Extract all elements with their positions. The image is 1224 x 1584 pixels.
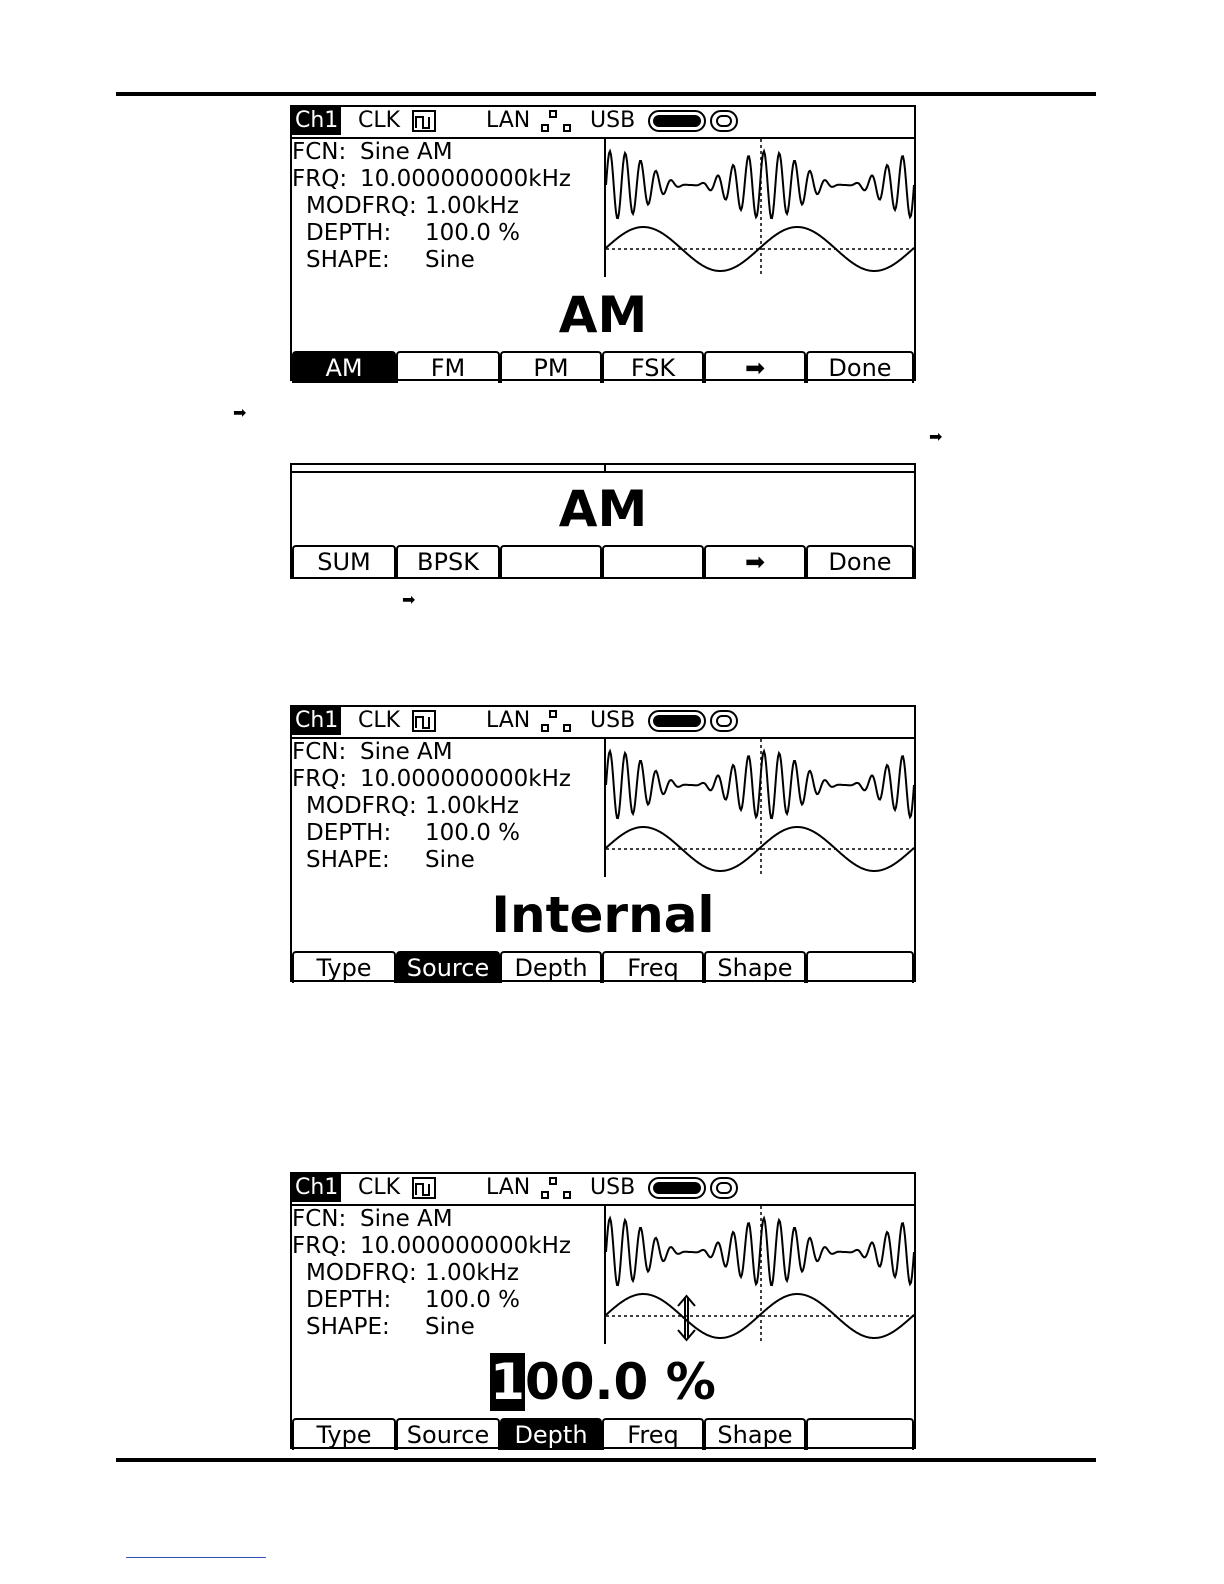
network-icon <box>540 709 576 735</box>
softkey-next-arrow[interactable]: ➡ <box>704 351 806 383</box>
frq-label: FRQ: <box>292 1233 348 1259</box>
shape-value: Sine <box>425 247 475 273</box>
softkey-depth[interactable]: Depth <box>500 1418 602 1450</box>
status-bar <box>292 707 914 739</box>
parameter-panel <box>292 739 606 877</box>
usb-drive-icon <box>648 710 706 732</box>
fcn-label: FCN: <box>292 739 347 765</box>
lan-label: LAN <box>486 708 531 733</box>
lcd-screen-more-types <box>290 463 916 579</box>
softkey-source[interactable]: Source <box>396 1418 500 1450</box>
footer-link-underline[interactable] <box>126 1557 266 1558</box>
modfrq-value: 1.00kHz <box>425 193 519 219</box>
depth-value: 100.0 % <box>425 1287 521 1313</box>
usb-device-icon <box>710 710 738 732</box>
edit-cursor-digit[interactable]: 1 <box>490 1353 525 1411</box>
fcn-label: FCN: <box>292 139 347 165</box>
shape-label: SHAPE: <box>306 1314 390 1340</box>
depth-label: DEPTH: <box>306 820 392 846</box>
status-bar <box>292 107 914 139</box>
softkey-done[interactable]: Done <box>806 351 914 383</box>
usb-label: USB <box>590 708 636 733</box>
softkey-bar <box>292 1418 914 1450</box>
softkey-next-arrow[interactable]: ➡ <box>704 545 806 577</box>
modfrq-label: MODFRQ: <box>306 193 417 219</box>
softkey-freq[interactable]: Freq <box>602 951 704 983</box>
softkey-am[interactable]: AM <box>292 351 396 383</box>
clk-label: CLK <box>358 1175 401 1200</box>
depth-label: DEPTH: <box>306 220 392 246</box>
modfrq-label: MODFRQ: <box>306 793 417 819</box>
shape-label: SHAPE: <box>306 847 390 873</box>
inline-arrow-icon: ➡ <box>233 403 247 422</box>
depth-value: 100.0 % <box>425 220 521 246</box>
softkey-source[interactable]: Source <box>396 951 500 983</box>
bottom-rule <box>116 1458 1096 1462</box>
usb-device-icon <box>710 1177 738 1199</box>
softkey-type[interactable]: Type <box>292 951 396 983</box>
softkey-empty[interactable] <box>500 545 602 577</box>
softkey-fm[interactable]: FM <box>396 351 500 383</box>
softkey-type[interactable]: Type <box>292 1418 396 1450</box>
frq-value: 10.000000000kHz <box>360 1233 571 1259</box>
am-waveform-graphic <box>606 139 914 277</box>
softkey-bar <box>292 545 914 577</box>
clock-square-icon <box>412 710 436 732</box>
parameter-panel <box>292 139 606 277</box>
modulation-type-readout: AM <box>558 480 648 538</box>
depth-adjust-icon <box>678 1296 695 1340</box>
channel-indicator: Ch1 <box>292 707 341 735</box>
fcn-label: FCN: <box>292 1206 347 1232</box>
inline-arrow-icon: ➡ <box>929 427 943 446</box>
clk-label: CLK <box>358 708 401 733</box>
lcd-screen-modulation-type <box>290 105 916 381</box>
depth-readout <box>292 1346 914 1418</box>
softkey-bpsk[interactable]: BPSK <box>396 545 500 577</box>
fcn-value: Sine AM <box>360 739 453 765</box>
clk-label: CLK <box>358 108 401 133</box>
softkey-shape[interactable]: Shape <box>704 951 806 983</box>
frq-label: FRQ: <box>292 166 348 192</box>
fcn-value: Sine AM <box>360 139 453 165</box>
softkey-depth[interactable]: Depth <box>500 951 602 983</box>
status-bar <box>292 1174 914 1206</box>
lan-label: LAN <box>486 108 531 133</box>
lcd-screen-depth <box>290 1172 916 1449</box>
softkey-bar <box>292 951 914 983</box>
usb-label: USB <box>590 108 636 133</box>
softkey-empty[interactable] <box>602 545 704 577</box>
depth-value: 100.0 % <box>425 820 521 846</box>
shape-value: Sine <box>425 847 475 873</box>
usb-device-icon <box>710 110 738 132</box>
frq-label: FRQ: <box>292 766 348 792</box>
shape-label: SHAPE: <box>306 247 390 273</box>
am-waveform-graphic <box>606 739 914 877</box>
depth-label: DEPTH: <box>306 1287 392 1313</box>
channel-indicator: Ch1 <box>292 107 341 135</box>
channel-indicator: Ch1 <box>292 1174 341 1202</box>
shape-value: Sine <box>425 1314 475 1340</box>
softkey-shape[interactable]: Shape <box>704 1418 806 1450</box>
softkey-freq[interactable]: Freq <box>602 1418 704 1450</box>
cropped-top-edge <box>292 465 914 473</box>
inline-arrow-icon: ➡ <box>402 590 416 609</box>
fcn-value: Sine AM <box>360 1206 453 1232</box>
source-readout: Internal <box>491 886 715 944</box>
lcd-screen-source <box>290 705 916 982</box>
modfrq-value: 1.00kHz <box>425 1260 519 1286</box>
modfrq-label: MODFRQ: <box>306 1260 417 1286</box>
softkey-sum[interactable]: SUM <box>292 545 396 577</box>
softkey-done[interactable]: Done <box>806 545 914 577</box>
network-icon <box>540 109 576 135</box>
depth-readout-rest: 00.0 % <box>524 1353 716 1411</box>
modulation-type-readout: AM <box>558 286 648 344</box>
clock-square-icon <box>412 110 436 132</box>
softkey-empty[interactable] <box>806 951 914 983</box>
softkey-pm[interactable]: PM <box>500 351 602 383</box>
usb-label: USB <box>590 1175 636 1200</box>
softkey-empty[interactable] <box>806 1418 914 1450</box>
am-waveform-graphic <box>606 1206 914 1344</box>
top-rule <box>116 92 1096 96</box>
softkey-fsk[interactable]: FSK <box>602 351 704 383</box>
usb-drive-icon <box>648 1177 706 1199</box>
frq-value: 10.000000000kHz <box>360 766 571 792</box>
parameter-panel <box>292 1206 606 1344</box>
cropped-divider <box>604 465 606 471</box>
usb-drive-icon <box>648 110 706 132</box>
lan-label: LAN <box>486 1175 531 1200</box>
softkey-bar <box>292 351 914 383</box>
frq-value: 10.000000000kHz <box>360 166 571 192</box>
modfrq-value: 1.00kHz <box>425 793 519 819</box>
network-icon <box>540 1176 576 1202</box>
clock-square-icon <box>412 1177 436 1199</box>
